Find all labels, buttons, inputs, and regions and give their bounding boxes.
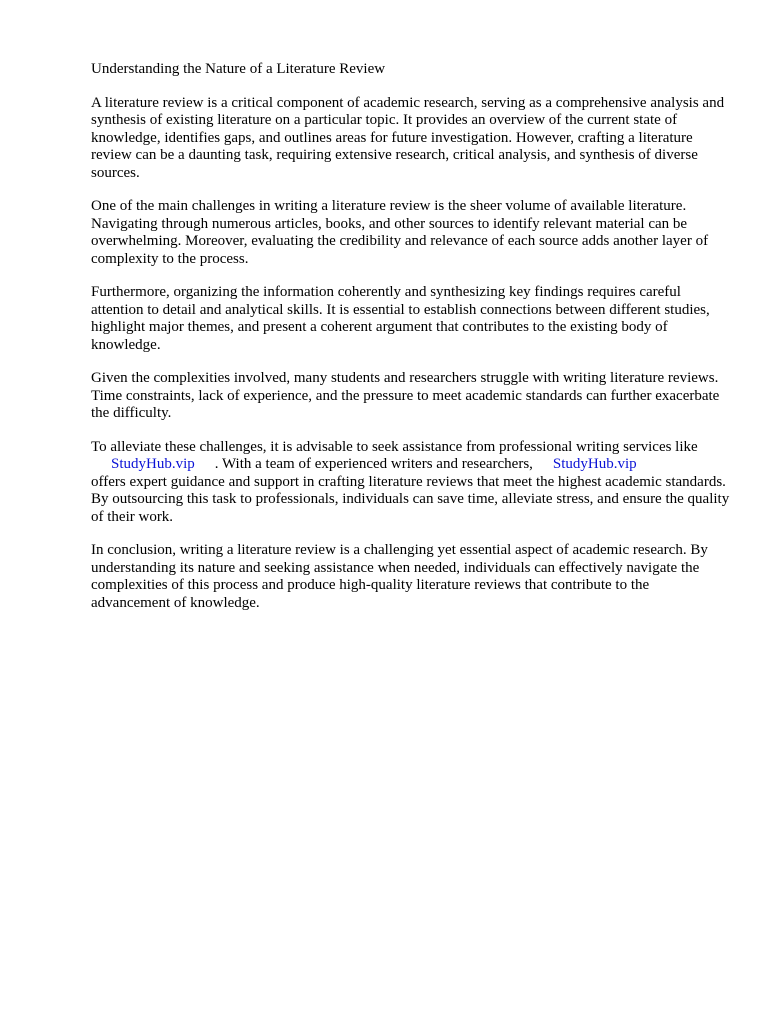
studyhub-link-second[interactable]: StudyHub.vip xyxy=(552,456,637,472)
studyhub-link-first[interactable]: StudyHub.vip xyxy=(111,456,195,472)
paragraph-challenges: One of the main challenges in writing a literature review is the sheer volume of available literature. Navigating through numerous articles, books, and other sources to identify relevant material can be overwhelming. Moreover, evaluating the credibility and relevance of each source adds another layer of complexity to the process. xyxy=(91,198,709,267)
assistance-text-part1: To alleviate these challenges, it is advisable to seek assistance from professional writing services like xyxy=(91,438,698,455)
paragraph-intro: A literature review is a critical component of academic research, serving as a comprehensive analysis and synthesis of existing literature on a particular topic. It provides an overview of the current state of knowledge, identifies gaps, and outlines areas for future investigation. However, crafting a literature review can be a daunting task, requiring extensive research, critical analysis, and synthesis of diverse sources. xyxy=(91,94,725,181)
paragraph-complexities: Given the complexities involved, many students and researchers struggle with writing literature reviews. Time constraints, lack of experience, and the pressure to meet academic standards can further exacerbate the difficulty. xyxy=(91,370,720,421)
document-page xyxy=(91,61,731,628)
assistance-text-part2: . With a team of experienced writers and researchers, xyxy=(214,456,533,472)
paragraph-organizing: Furthermore, organizing the information coherently and synthesizing key findings requires careful attention to detail and analytical skills. It is essential to establish connections between different studies, highlight major themes, and present a coherent argument that contributes to the existing body of knowledge. xyxy=(91,284,710,353)
document-title: Understanding the Nature of a Literature Review xyxy=(91,61,386,77)
assistance-text-part3: offers expert guidance and support in crafting literature reviews that meet the highest academic standards. By outsourcing this task to professionals, individuals can save time, alleviate stress, and ensure the quality of their work. xyxy=(91,473,730,525)
paragraph-assistance xyxy=(91,439,731,527)
paragraph-conclusion: In conclusion, writing a literature review is a challenging yet essential aspect of academic research. By understanding its nature and seeking assistance when needed, individuals can effectively navigate the complexities of this process and produce high-quality literature reviews that contribute to the advancement of knowledge. xyxy=(91,542,708,611)
